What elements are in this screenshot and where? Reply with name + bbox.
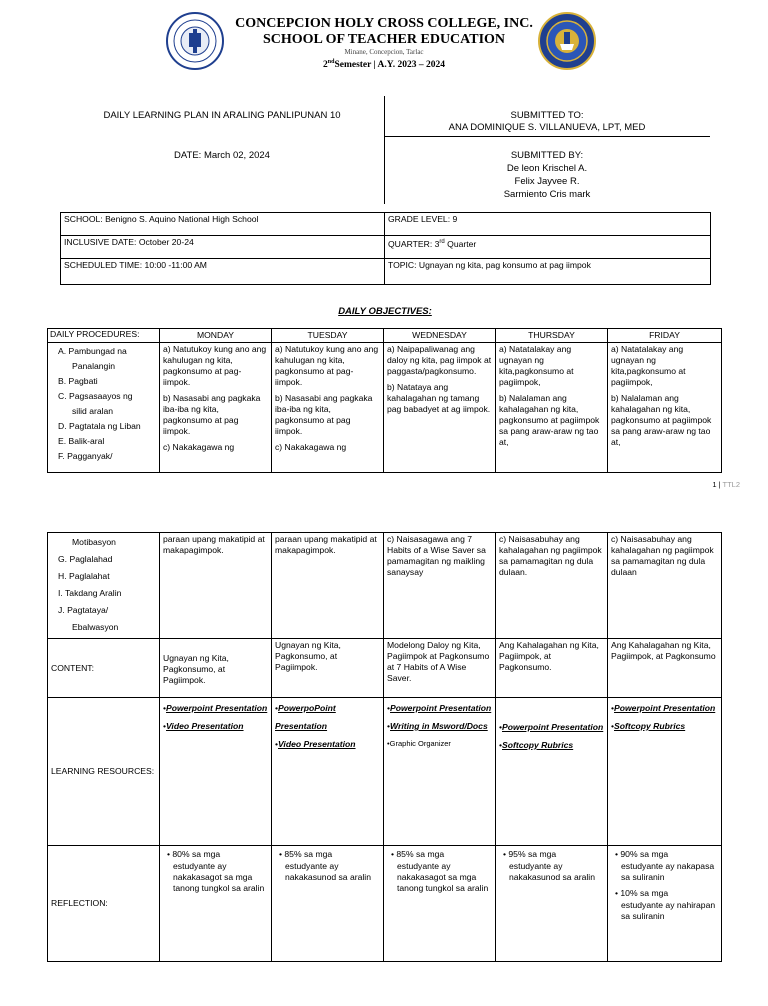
submitted-to-label: SUBMITTED TO: <box>510 110 584 121</box>
procedure-f: F. Pagganyak/ <box>58 451 113 461</box>
col-wednesday: WEDNESDAY <box>384 329 496 343</box>
reflection-label: REFLECTION: <box>48 846 160 962</box>
objectives-table-p2 <box>47 532 722 962</box>
resources-thursday: •Powerpoint Presentation •Softcopy Rubrics <box>496 698 608 846</box>
submitted-by-3: Sarmiento Cris mark <box>503 189 591 200</box>
reflection-friday: • 90% sa mga estudyante ay nakapasa sa suliranin • 10% sa mga estudyante ay nahirapan sa suliranin <box>608 846 722 962</box>
procedure-g: G. Paglalahad <box>58 554 113 564</box>
content-monday: Ugnayan ng Kita, Pagkonsumo, at Pagiimpok. <box>160 639 272 698</box>
procedure-a: A. Pambungad na <box>58 346 127 356</box>
content-wednesday: Modelong Daloy ng Kita, Pagiimpok at Pagkonsumo at 7 Habits of A Wise Saver. <box>384 639 496 698</box>
procedure-j-cont: Ebalwasyon <box>72 622 119 632</box>
tuesday-objectives-p1: a) Natutukoy kung ano ang kahulugan ng kita, pagkonsumo at pag-iimpok. b) Nasasabi ang pagkaka iba-iba ng kita, pagkonsumo at pag iimpok. c) Nakakagawa ng <box>272 343 384 473</box>
resources-monday: •Powerpoint Presentation •Video Presentation <box>160 698 272 846</box>
procedure-b: B. Pagbati <box>58 376 98 386</box>
procedure-c-cont: silid aralan <box>72 406 114 416</box>
resources-label: LEARNING RESOURCES: <box>48 698 160 846</box>
procedure-i: I. Takdang Aralin <box>58 588 122 598</box>
reflection-thursday: • 95% sa mga estudyante ay nakakasunod sa aralin <box>496 846 608 962</box>
resources-tuesday: •PowerpoPoint Presentation •Video Presentation <box>272 698 384 846</box>
content-label: CONTENT: <box>48 639 160 698</box>
procedure-e: E. Balik-aral <box>58 436 105 446</box>
school-name: CONCEPCION HOLY CROSS COLLEGE, INC. <box>235 16 533 31</box>
monday-objectives-p1: a) Natutukoy kung ano ang kahulugan ng kita, pagkonsumo at pag-iimpok. b) Nasasabi ang pagkaka iba-iba ng kita, pagkonsumo at pag iimpok. c) Nakakagawa ng <box>160 343 272 473</box>
page-footer: 1 | TTL2 <box>712 480 740 489</box>
col-monday: MONDAY <box>160 329 272 343</box>
plan-title: DAILY LEARNING PLAN IN ARALING PANLIPUNAN 10 <box>103 110 341 121</box>
submitted-by-1: De leon Krischel A. <box>506 163 588 174</box>
submitted-by-label: SUBMITTED BY: <box>510 150 584 161</box>
wednesday-objectives-p2: c) Naisasagawa ang 7 Habits of a Wise Saver sa pamamagitan ng maikling sanaysay <box>384 533 496 639</box>
col-tuesday: TUESDAY <box>272 329 384 343</box>
info-grade: GRADE LEVEL: 9 <box>385 213 711 236</box>
procedure-f-cont: Motibasyon <box>72 537 116 547</box>
tuesday-objectives-p2: paraan upang makatipid at makapagimpok. <box>272 533 384 639</box>
monday-objectives-p2: paraan upang makatipid at makapagimpok. <box>160 533 272 639</box>
info-school: SCHOOL: Benigno S. Aquino National High School <box>61 213 385 236</box>
procedure-c: C. Pagsasaayos ng <box>58 391 133 401</box>
submitted-to-name: ANA DOMINIQUE S. VILLANUEVA, LPT, MED <box>448 122 646 133</box>
col-thursday: THURSDAY <box>496 329 608 343</box>
objectives-table-p1 <box>47 328 722 473</box>
info-quarter: QUARTER: 3rd Quarter <box>385 236 711 259</box>
submitted-by-2: Felix Jayvee R. <box>514 176 580 187</box>
procedure-d: D. Pagtatala ng Liban <box>58 421 141 431</box>
reflection-tuesday: • 85% sa mga estudyante ay nakakasunod sa aralin <box>272 846 384 962</box>
content-friday: Ang Kahalagahan ng Kita, Pagiimpok, at Pagkonsumo <box>608 639 722 698</box>
friday-objectives-p1: a) Natatalakay ang ugnayan ng kita,pagkonsumo at pagiimpok, b) Nalalaman ang kahalagahan ng kita, pagkonsumo at pagiimpok sa pang araw-araw ng tao at, <box>608 343 722 473</box>
info-time: SCHEDULED TIME: 10:00 -11:00 AM <box>61 259 385 285</box>
procedures-cell-p2 <box>48 533 160 639</box>
content-thursday: Ang Kahalagahan ng Kita, Pagiimpok, at Pagkonsumo. <box>496 639 608 698</box>
col-friday: FRIDAY <box>608 329 722 343</box>
info-table <box>60 212 711 285</box>
friday-objectives-p2: c) Naisasabuhay ang kahalagahan ng pagiimpok sa pamamagitan ng dula dulaan <box>608 533 722 639</box>
reflection-wednesday: • 85% sa mga estudyante ay nakakasagot sa mga tanong tungkol sa aralin <box>384 846 496 962</box>
procedure-a-cont: Panalangin <box>72 361 116 371</box>
procedure-h: H. Paglalahat <box>58 571 110 581</box>
school-address: Minane, Concepcion, Tarlac <box>344 48 424 56</box>
content-tuesday: Ugnayan ng Kita, Pagkonsumo, at Pagiimpok. <box>272 639 384 698</box>
resources-wednesday: •Powerpoint Presentation •Writing in Msword/Docs •Graphic Organizer <box>384 698 496 846</box>
plan-hline <box>384 136 710 137</box>
thursday-objectives-p1: a) Natatalakay ang ugnayan ng kita,pagkonsumo at pagiimpok, b) Nalalaman ang kahalagahan ng kita, pagkonsumo at pagiimpok sa pang araw-araw ng tao at, <box>496 343 608 473</box>
reflection-monday: • 80% sa mga estudyante ay nakakasagot sa mga tanong tungkol sa aralin <box>160 846 272 962</box>
resources-friday: •Powerpoint Presentation •Softcopy Rubrics <box>608 698 722 846</box>
procedure-j: J. Pagtataya/ <box>58 605 109 615</box>
info-topic: TOPIC: Ugnayan ng kita, pag konsumo at pag iimpok <box>385 259 711 285</box>
plan-date: DATE: March 02, 2024 <box>174 150 270 161</box>
wednesday-objectives-p1: a) Naipapaliwanag ang daloy ng kita, pag iimpok at paggasta/pagkonsumo. b) Natataya ang kahalagahan ng tamang pag babadyet at ag iimpok. <box>384 343 496 473</box>
semester-line: 2ndSemester | A.Y. 2023 – 2024 <box>323 59 445 71</box>
department-name: SCHOOL OF TEACHER EDUCATION <box>262 32 506 47</box>
col-procedures: DAILY PROCEDURES: <box>48 329 160 343</box>
thursday-objectives-p2: c) Naisasabuhay ang kahalagahan ng pagiimpok sa pamamagitan ng dula dulaan. <box>496 533 608 639</box>
info-inclusive-date: INCLUSIVE DATE: October 20-24 <box>61 236 385 259</box>
objectives-title: DAILY OBJECTIVES: <box>338 306 432 317</box>
procedures-cell-p1 <box>48 343 160 473</box>
